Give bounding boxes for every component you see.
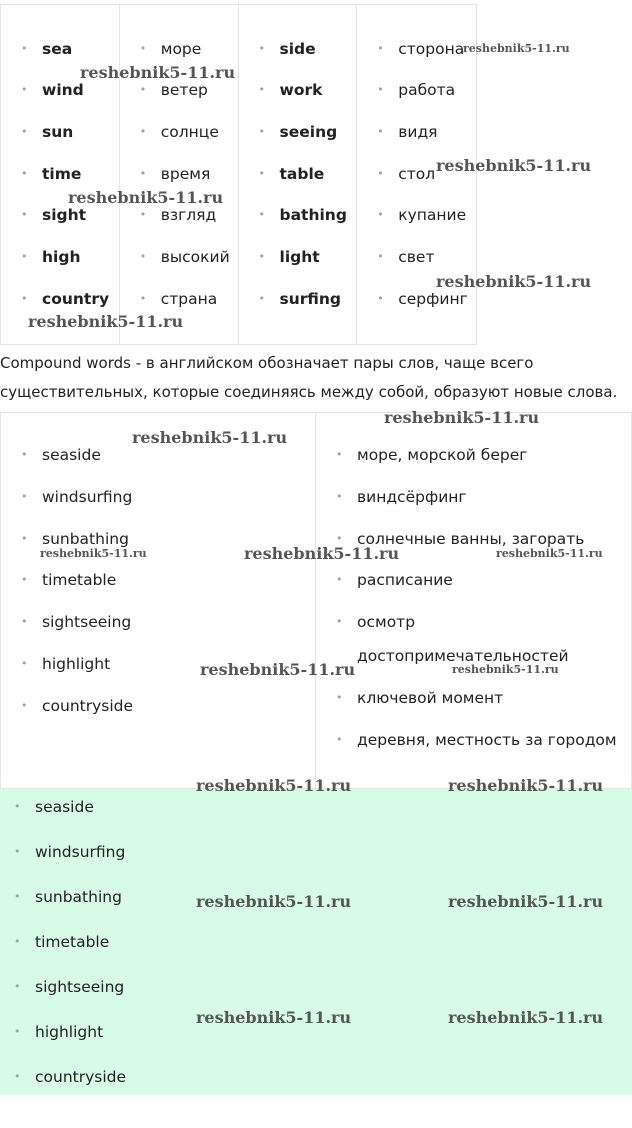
- list-item: • ключевой момент: [336, 688, 626, 708]
- list-item: • sea: [21, 39, 72, 59]
- list-item: • surfing: [259, 289, 342, 309]
- list-item: • wind: [21, 80, 84, 100]
- explanation-paragraph: Compound words - в английском обозначает пары слов, чаще всего существительных, которые соединяясь между собой, образуют новые слова.: [0, 354, 618, 401]
- watermark: reshebnik5-11.ru: [244, 544, 400, 563]
- list-item: • море: [140, 39, 202, 59]
- list-item: • взгляд: [140, 205, 216, 225]
- list-item: • high: [21, 247, 80, 267]
- list-item: • ветер: [140, 80, 208, 100]
- list-item: • countryside: [21, 696, 311, 716]
- list-item: • timetable: [21, 570, 311, 590]
- list-item: • windsurfing: [21, 487, 311, 507]
- list-item: • sightseeing: [21, 612, 311, 632]
- word-parts-col-1: [1, 5, 120, 344]
- list-item: • sunbathing: [14, 887, 122, 907]
- list-item: • timetable: [14, 932, 109, 952]
- list-item: • sun: [21, 122, 73, 142]
- watermark: reshebnik5-11.ru: [196, 892, 352, 911]
- list-item: • seaside: [14, 797, 94, 817]
- list-item: • seaside: [21, 445, 311, 465]
- list-item: • виндсёрфинг: [336, 487, 626, 507]
- watermark: reshebnik5-11.ru: [80, 63, 236, 82]
- watermark: reshebnik5-11.ru: [132, 428, 288, 447]
- compound-words-table: [0, 412, 632, 789]
- list-item: • видя: [377, 122, 437, 142]
- word-parts-col-2: [120, 5, 239, 344]
- watermark: reshebnik5-11.ru: [448, 776, 604, 795]
- watermark: reshebnik5-11.ru: [196, 776, 352, 795]
- watermark: reshebnik5-11.ru: [40, 547, 147, 560]
- list-item: • солнце: [140, 122, 219, 142]
- list-item: • сторона: [377, 39, 464, 59]
- translations-col: [316, 413, 631, 788]
- list-item: • highlight: [21, 654, 311, 674]
- watermark: reshebnik5-11.ru: [496, 547, 603, 560]
- list-item: • sight: [21, 205, 86, 225]
- list-item: • table: [259, 164, 325, 184]
- compound-words-col: [1, 413, 316, 788]
- word-parts-table: [0, 4, 477, 345]
- list-item: • деревня, местность за городом: [336, 730, 626, 750]
- list-item: • страна: [140, 289, 218, 309]
- list-item: • свет: [377, 247, 434, 267]
- watermark: reshebnik5-11.ru: [196, 1008, 352, 1027]
- list-item: • side: [259, 39, 316, 59]
- list-item: • seeing: [259, 122, 338, 142]
- list-item: • sightseeing: [14, 977, 124, 997]
- watermark: reshebnik5-11.ru: [68, 188, 224, 207]
- list-item: • windsurfing: [14, 842, 125, 862]
- list-item: • солнечные ванны, загорать: [336, 529, 626, 549]
- list-item: • sunbathing: [21, 529, 311, 549]
- watermark: reshebnik5-11.ru: [200, 660, 356, 679]
- watermark: reshebnik5-11.ru: [448, 892, 604, 911]
- list-item: • работа: [377, 80, 455, 100]
- list-item: • time: [21, 164, 81, 184]
- watermark: reshebnik5-11.ru: [28, 312, 184, 331]
- list-item: • highlight: [14, 1022, 103, 1042]
- watermark: reshebnik5-11.ru: [452, 663, 559, 676]
- list-item: • country: [21, 289, 109, 309]
- list-item: • расписание: [336, 570, 626, 590]
- answer-block: [0, 789, 632, 1095]
- list-item: • время: [140, 164, 211, 184]
- list-item: • bathing: [259, 205, 347, 225]
- list-item: • осмотр достопримечательностей: [336, 605, 626, 673]
- list-item: • light: [259, 247, 320, 267]
- list-item: • море, морской берег: [336, 445, 626, 465]
- watermark: reshebnik5-11.ru: [463, 42, 570, 55]
- list-item: • купание: [377, 205, 466, 225]
- watermark: reshebnik5-11.ru: [436, 272, 592, 291]
- word-parts-col-3: [239, 5, 358, 344]
- list-item: • стол: [377, 164, 435, 184]
- list-item: • work: [259, 80, 323, 100]
- list-item: • серфинг: [377, 289, 468, 309]
- list-item: • высокий: [140, 247, 230, 267]
- list-item: • countryside: [14, 1067, 126, 1087]
- watermark: reshebnik5-11.ru: [448, 1008, 604, 1027]
- watermark: reshebnik5-11.ru: [436, 156, 592, 175]
- watermark: reshebnik5-11.ru: [384, 408, 540, 427]
